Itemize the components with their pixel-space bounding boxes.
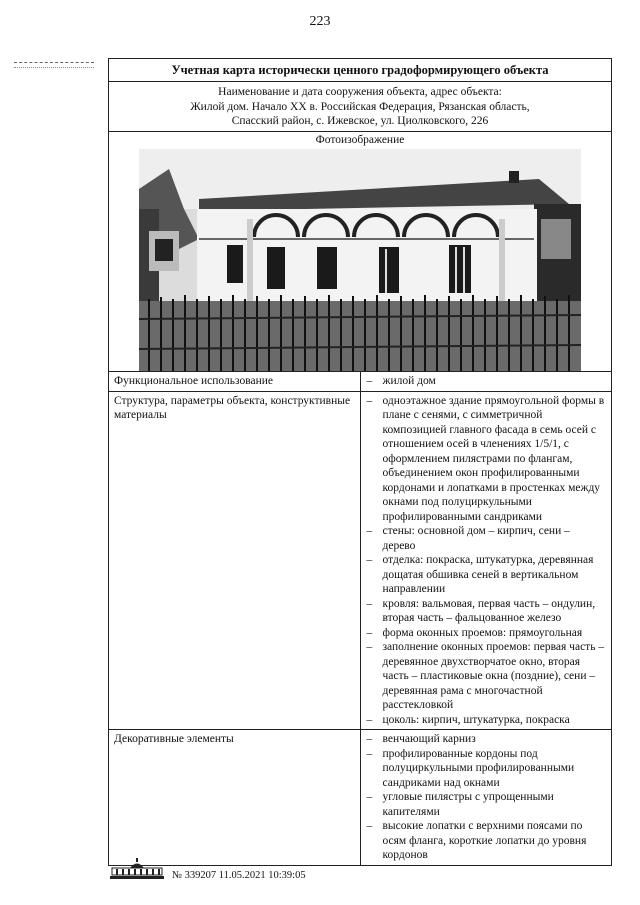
list-item: – профилированные кордоны под полуциркульными профилированными сандриками над окнами: [365, 747, 606, 791]
row-structure: [109, 391, 612, 730]
page-number: 223: [309, 14, 331, 29]
list-item: – высокие лопатки с верхними поясами по осям фланга, короткие лопатки до уровня кордонов: [365, 819, 606, 863]
row-content: [360, 372, 612, 392]
card-title: Учетная карта исторически ценного градоформирующего объекта: [109, 59, 612, 82]
list-item: – венчающий карниз: [365, 732, 606, 747]
scan-artifact-line: [14, 62, 94, 68]
object-name-line: Жилой дом. Начало XX в. Российская Федерация, Рязанская область,: [190, 100, 530, 113]
row-content: [360, 391, 612, 730]
row-functional-use: [109, 372, 612, 392]
row-label: Функциональное использование: [109, 372, 361, 392]
building-photo: [139, 149, 581, 371]
list-item: – стены: основной дом – кирпич, сени – дерево: [365, 524, 606, 553]
list-item: – кровля: вальмовая, первая часть – ондулин, вторая часть – фальцованное железо: [365, 597, 606, 626]
government-building-logo: [108, 858, 166, 880]
object-name-block: [109, 82, 612, 132]
list-item: – заполнение оконных проемов: первая часть – деревянное двухстворчатое окно, вторая часть – пластиковые окна (поздние), сени – деревянная рама с многочастной расстекловкой: [365, 640, 606, 713]
list-item: – форма оконных проемов: прямоугольная: [365, 626, 606, 641]
photo-block: [109, 131, 612, 372]
list-item: – жилой дом: [365, 374, 606, 389]
list-item: – угловые пилястры с упрощенными капителями: [365, 790, 606, 819]
list-item: – одноэтажное здание прямоугольной формы в плане с сенями, с симметричной композицией главного фасада в семь осей с отношением осей в членениях 1/5/1, с оформлением пилястрами по флангам, объединением окон профилированными кордонами и лопатками в простенках между окнами под полуциркульными профилированными сандриками: [365, 394, 606, 525]
footer: [108, 858, 408, 888]
object-name-line: Наименование и дата сооружения объекта, адрес объекта:: [218, 86, 502, 98]
list-item: – цоколь: кирпич, штукатурка, покраска: [365, 713, 606, 728]
row-label: Структура, параметры объекта, конструктивные материалы: [109, 391, 361, 730]
row-decorative: [109, 730, 612, 866]
photo-caption: Фотоизображение: [315, 133, 405, 146]
row-content: [360, 730, 612, 866]
registration-stamp: № 339207 11.05.2021 10:39:05: [172, 870, 306, 881]
row-label: Декоративные элементы: [109, 730, 361, 866]
list-item: – отделка: покраска, штукатурка, деревянная дощатая обшивка сеней в вертикальном направлении: [365, 553, 606, 597]
registration-card-table: [108, 58, 612, 866]
object-name-line: Спасский район, с. Ижевское, ул. Циолковского, 226: [231, 115, 489, 127]
